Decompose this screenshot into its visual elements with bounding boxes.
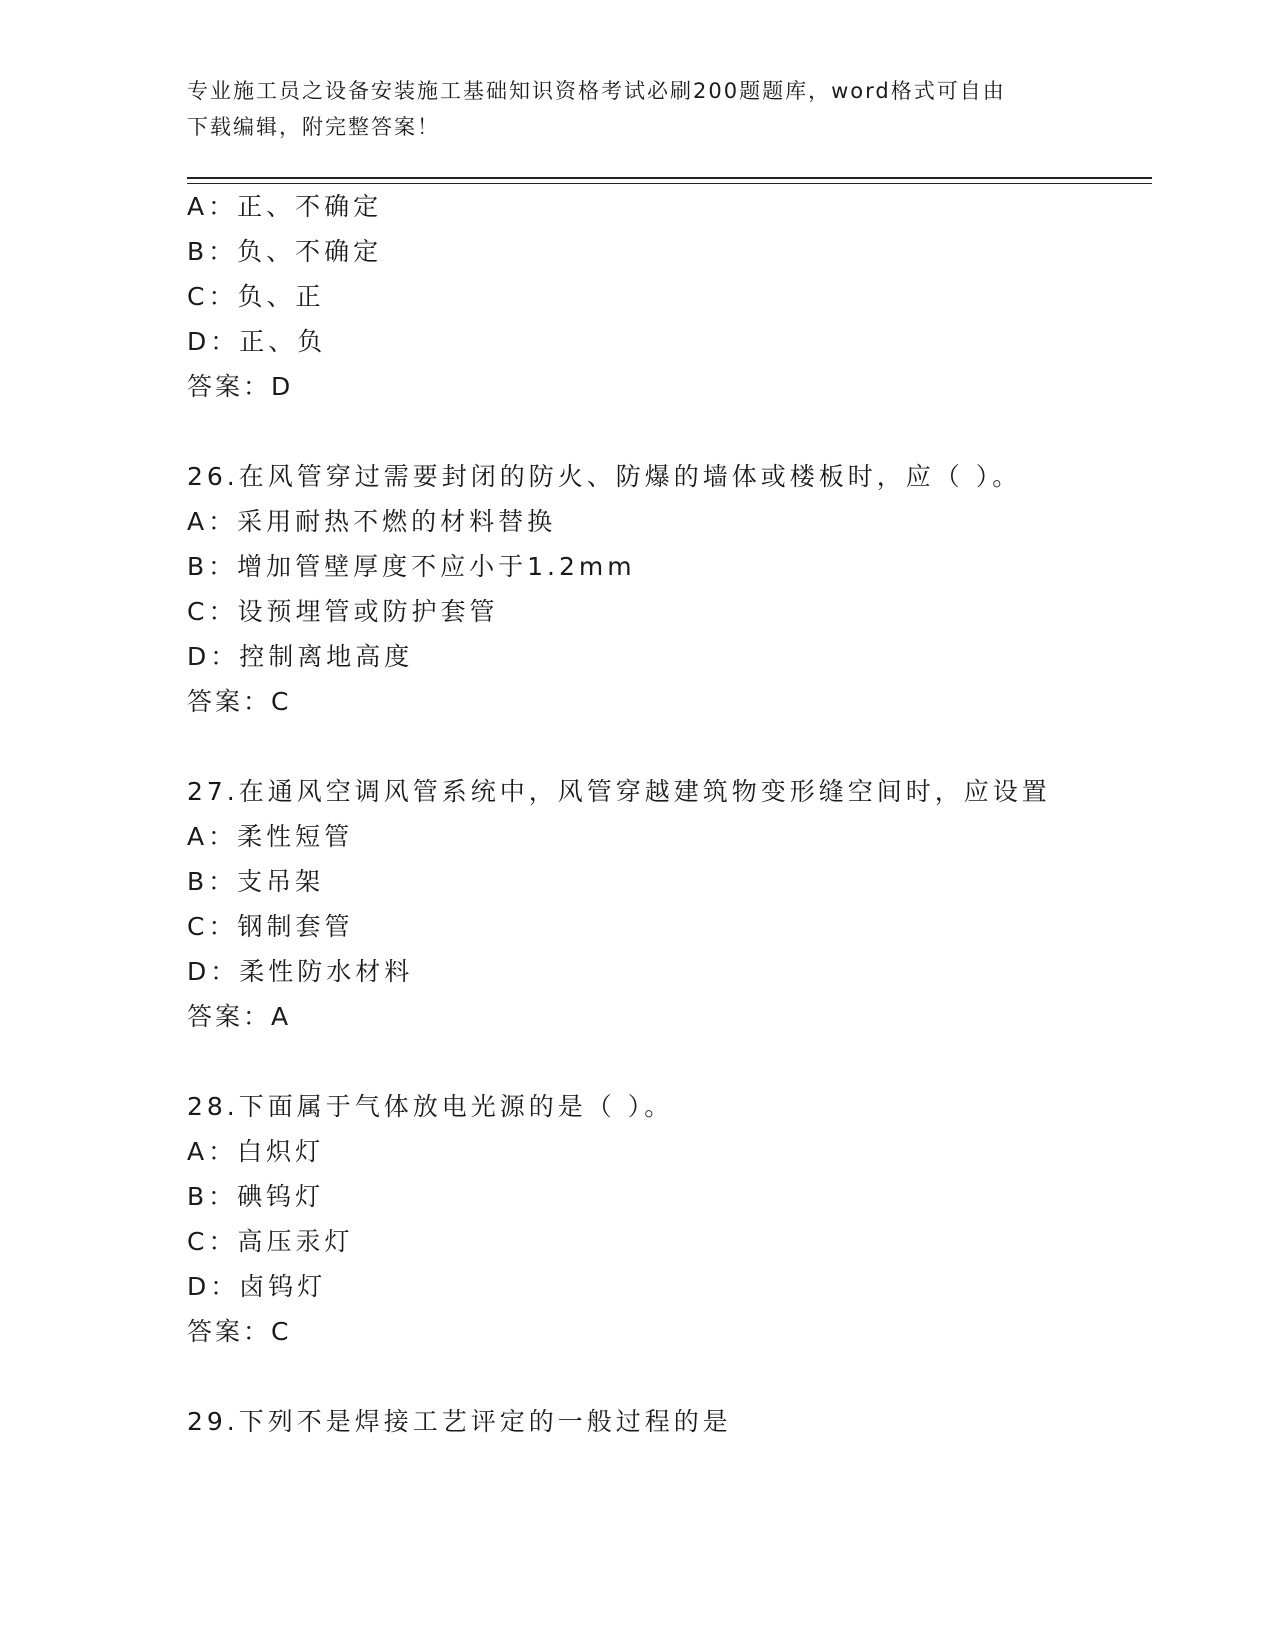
q26-stem: 26.在风管穿过需要封闭的防火、防爆的墙体或楼板时，应（ ）。 [187, 462, 1022, 491]
q28-stem: 28.下面属于气体放电光源的是（ ）。 [187, 1092, 674, 1121]
header-line-2: 下载编辑，附完整答案！ [187, 115, 440, 139]
q27-option-b: B：支吊架 [187, 867, 325, 896]
q25-option-b: B：负、不确定 [187, 237, 383, 266]
q26-answer: 答案：C [187, 687, 292, 716]
q27-option-d: D：柔性防水材料 [187, 957, 414, 986]
q27-answer: 答案：A [187, 1002, 292, 1031]
q28-option-b: B：碘钨灯 [187, 1182, 325, 1211]
header-divider-thick [187, 177, 1152, 179]
header-divider-thin [187, 183, 1152, 184]
q27-option-a: A：柔性短管 [187, 822, 354, 851]
q28-option-a: A：白炽灯 [187, 1137, 325, 1166]
header-line-1: 专业施工员之设备安装施工基础知识资格考试必刷200题题库，word格式可自由 [187, 79, 1006, 103]
q25-option-a: A：正、不确定 [187, 192, 383, 221]
q25-answer: 答案：D [187, 372, 294, 401]
q27-stem: 27.在通风空调风管系统中，风管穿越建筑物变形缝空间时，应设置 [187, 777, 1051, 806]
q28-option-c: C：高压汞灯 [187, 1227, 354, 1256]
q26-option-a: A：采用耐热不燃的材料替换 [187, 507, 557, 536]
q25-option-c: C：负、正 [187, 282, 325, 311]
q25-option-d: D：正、负 [187, 327, 327, 356]
document-header [187, 73, 1067, 145]
q26-option-d: D：控制离地高度 [187, 642, 414, 671]
q26-option-b: B：增加管壁厚度不应小于1.2mm [187, 552, 636, 581]
q28-answer: 答案：C [187, 1317, 292, 1346]
q27-option-c: C：钢制套管 [187, 912, 354, 941]
q26-option-c: C：设预埋管或防护套管 [187, 597, 499, 626]
q28-option-d: D：卤钨灯 [187, 1272, 327, 1301]
q29-stem: 29.下列不是焊接工艺评定的一般过程的是 [187, 1407, 732, 1436]
